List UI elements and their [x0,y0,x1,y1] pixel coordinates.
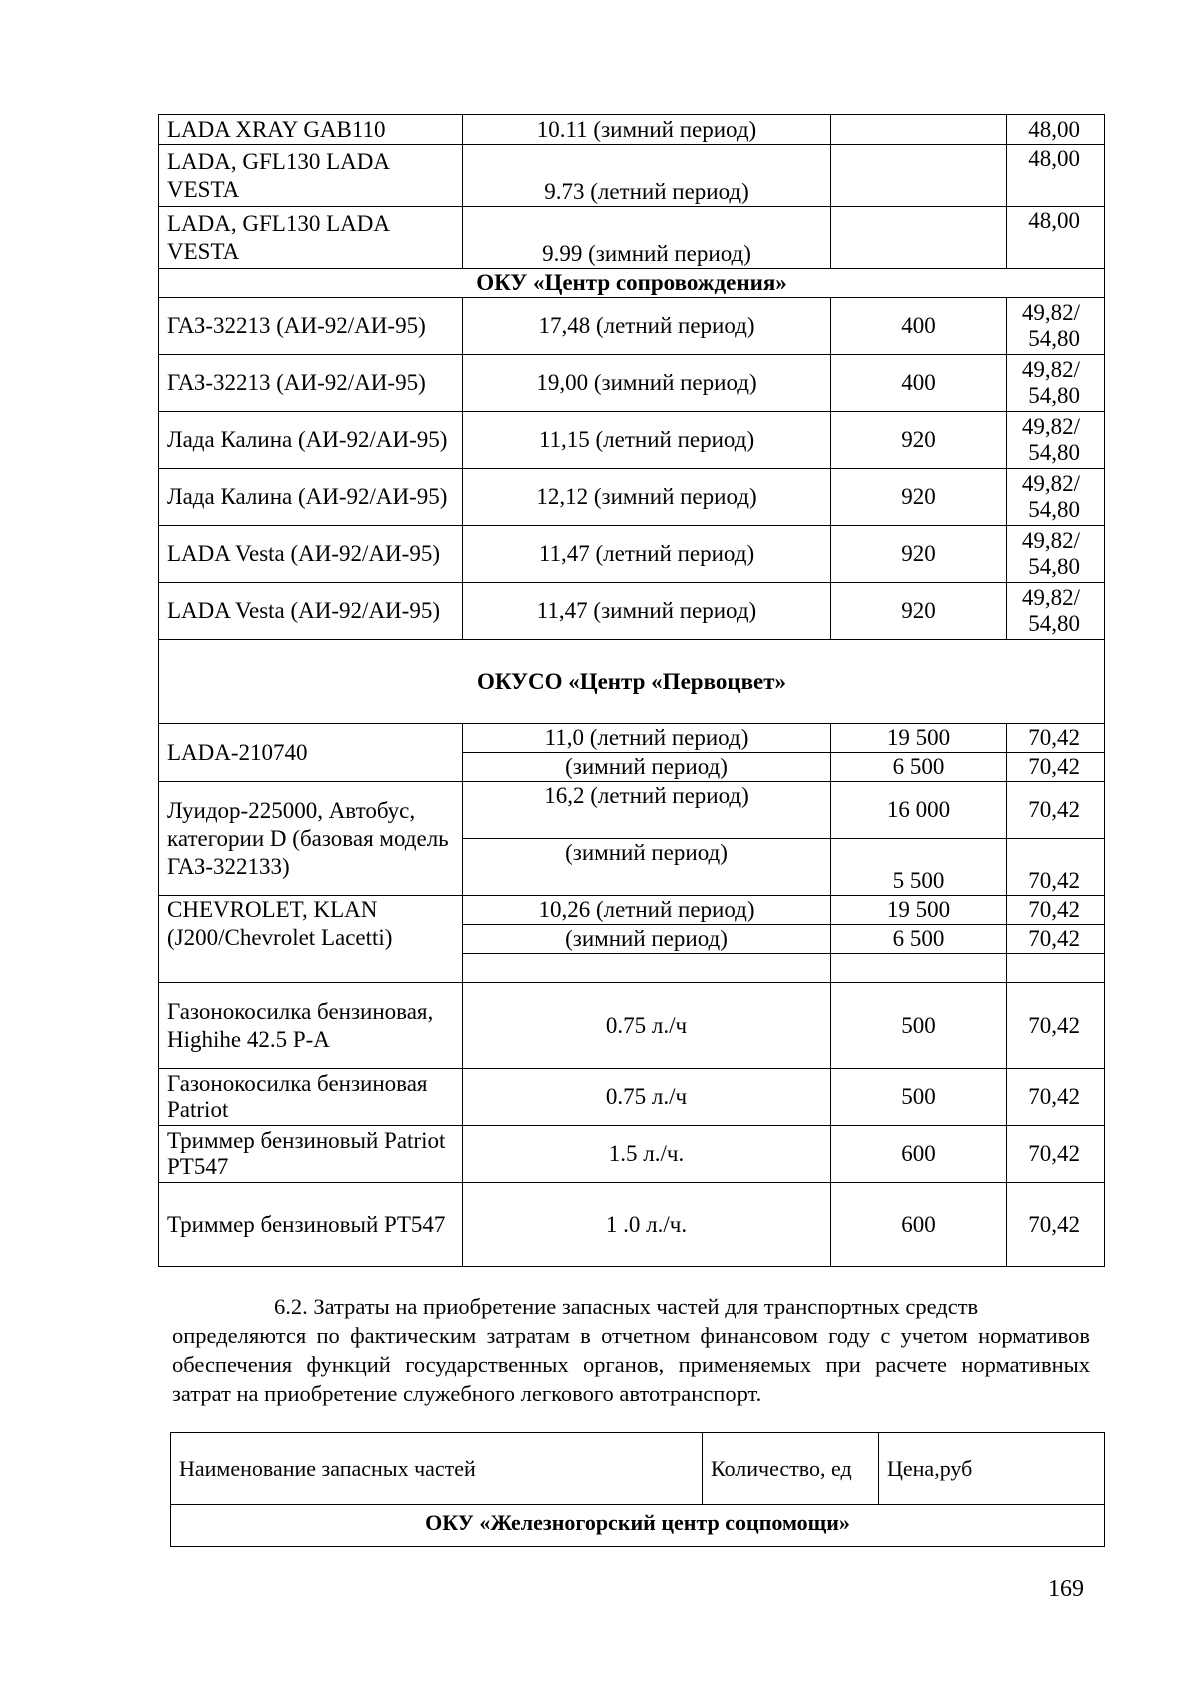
table-row [159,1183,1105,1267]
fuel-price: 70,42 [1007,782,1105,839]
table-row [159,298,1105,355]
vehicle-name: LADA XRAY GAB110 [159,115,463,145]
section-title: ОКУ «Центр сопровождения» [159,269,1105,298]
fuel-price: 49,82/ 54,80 [1007,355,1105,412]
paragraph-lead: 6.2. Затраты на приобретение запасных частей для транспортных средств [274,1294,979,1319]
empty-cell [831,954,1007,983]
vehicle-name: ГАЗ-32213 (АИ-92/АИ-95) [159,355,463,412]
page-number: 169 [1048,1576,1084,1602]
table-row [159,782,1105,839]
table-row [159,145,1105,207]
fuel-price: 49,82/ 54,80 [1007,583,1105,640]
fuel-norm: (зимний период) [463,925,831,954]
vehicle-name: Газонокосилка бензиновая, Highihe 42.5 P-A [159,983,463,1069]
fuel-price: 48,00 [1007,207,1105,269]
fuel-price: 49,82/ 54,80 [1007,412,1105,469]
fuel-norm: 10.11 (зимний период) [463,115,831,145]
vehicle-name: LADA Vesta (АИ-92/АИ-95) [159,526,463,583]
table-row [159,724,1105,753]
table-row [159,896,1105,925]
fuel-norm: 11,47 (зимний период) [463,583,831,640]
fuel-norms-table [158,114,1105,1267]
fuel-price: 70,42 [1007,753,1105,782]
fuel-norm: 11,0 (летний период) [463,724,831,753]
fuel-norm: 0.75 л./ч [463,983,831,1069]
vehicle-name: LADA Vesta (АИ-92/АИ-95) [159,583,463,640]
vehicle-name: Лада Калина (АИ-92/АИ-95) [159,469,463,526]
mileage: 500 [831,1069,1007,1126]
fuel-norm: 0.75 л./ч [463,1069,831,1126]
mileage: 6 500 [831,753,1007,782]
mileage: 19 500 [831,724,1007,753]
fuel-norm: 1.5 л./ч. [463,1126,831,1183]
mileage [831,115,1007,145]
fuel-norm: (зимний период) [463,839,831,896]
table-row [159,355,1105,412]
fuel-price: 49,82/ 54,80 [1007,526,1105,583]
fuel-norm: 9.99 (зимний период) [463,207,831,269]
table-row [159,207,1105,269]
mileage: 600 [831,1126,1007,1183]
fuel-price: 70,42 [1007,839,1105,896]
col-header-price: Цена,руб [879,1433,1105,1505]
empty-cell [463,954,831,983]
empty-cell [1007,954,1105,983]
mileage: 500 [831,983,1007,1069]
section-row [171,1505,1105,1547]
vehicle-name: LADA, GFL130 LADA VESTA [159,207,463,269]
fuel-price: 48,00 [1007,115,1105,145]
fuel-norm: 9.73 (летний период) [463,145,831,207]
fuel-price: 49,82/ 54,80 [1007,469,1105,526]
fuel-price: 70,42 [1007,983,1105,1069]
fuel-price: 70,42 [1007,1126,1105,1183]
vehicle-name: LADA, GFL130 LADA VESTA [159,145,463,207]
mileage: 920 [831,583,1007,640]
fuel-norm: 11,47 (летний период) [463,526,831,583]
vehicle-name: ГАЗ-32213 (АИ-92/АИ-95) [159,298,463,355]
mileage [831,145,1007,207]
table-row [159,469,1105,526]
table-row [159,1069,1105,1126]
mileage: 400 [831,298,1007,355]
fuel-price: 70,42 [1007,896,1105,925]
table-row [159,983,1105,1069]
fuel-norm: 12,12 (зимний период) [463,469,831,526]
vehicle-name: Триммер бензиновый Patriot PT547 [159,1126,463,1183]
paragraph-6-2 [172,1292,1090,1408]
fuel-norm: 1 .0 л./ч. [463,1183,831,1267]
mileage: 16 000 [831,782,1007,839]
mileage: 920 [831,526,1007,583]
paragraph-body: определяются по фактическим затратам в отчетном финансовом году с учетом нормативов обеспечения функций государственных органов, применяемых при расчете нормативных затрат на приобретение служебного легкового автотранспорт. [172,1323,1090,1406]
mileage: 19 500 [831,896,1007,925]
header-row [171,1433,1105,1505]
fuel-norm: 19,00 (зимний период) [463,355,831,412]
mileage: 920 [831,469,1007,526]
table-row [159,115,1105,145]
spare-parts-table [170,1432,1105,1547]
fuel-price: 70,42 [1007,1069,1105,1126]
fuel-price: 70,42 [1007,724,1105,753]
fuel-price: 48,00 [1007,145,1105,207]
vehicle-name: Лада Калина (АИ-92/АИ-95) [159,412,463,469]
col-header-name: Наименование запасных частей [171,1433,703,1505]
fuel-norm: 16,2 (летний период) [463,782,831,839]
mileage: 920 [831,412,1007,469]
mileage: 400 [831,355,1007,412]
col-header-qty: Количество, ед [703,1433,879,1505]
vehicle-name: Луидор-225000, Автобус, категории D (базовая модель ГАЗ-322133) [159,782,463,896]
fuel-price: 70,42 [1007,925,1105,954]
mileage: 600 [831,1183,1007,1267]
section-title: ОКУСО «Центр «Первоцвет» [159,640,1105,724]
fuel-norm: (зимний период) [463,753,831,782]
table-row [159,1126,1105,1183]
section-row [159,640,1105,724]
vehicle-name: Триммер бензиновый PT547 [159,1183,463,1267]
section-row [159,269,1105,298]
section-title: ОКУ «Железногорский центр соцпомощи» [171,1505,1105,1547]
table-row [159,526,1105,583]
vehicle-name: LADA-210740 [159,724,463,782]
fuel-norm: 10,26 (летний период) [463,896,831,925]
vehicle-name: Газонокосилка бензиновая Patriot [159,1069,463,1126]
fuel-price: 49,82/ 54,80 [1007,298,1105,355]
fuel-norm: 11,15 (летний период) [463,412,831,469]
mileage: 6 500 [831,925,1007,954]
fuel-norm: 17,48 (летний период) [463,298,831,355]
fuel-price: 70,42 [1007,1183,1105,1267]
table-row [159,583,1105,640]
mileage: 5 500 [831,839,1007,896]
table-row [159,412,1105,469]
vehicle-name: CHEVROLET, KLAN (J200/Chevrolet Lacetti) [159,896,463,983]
mileage [831,207,1007,269]
